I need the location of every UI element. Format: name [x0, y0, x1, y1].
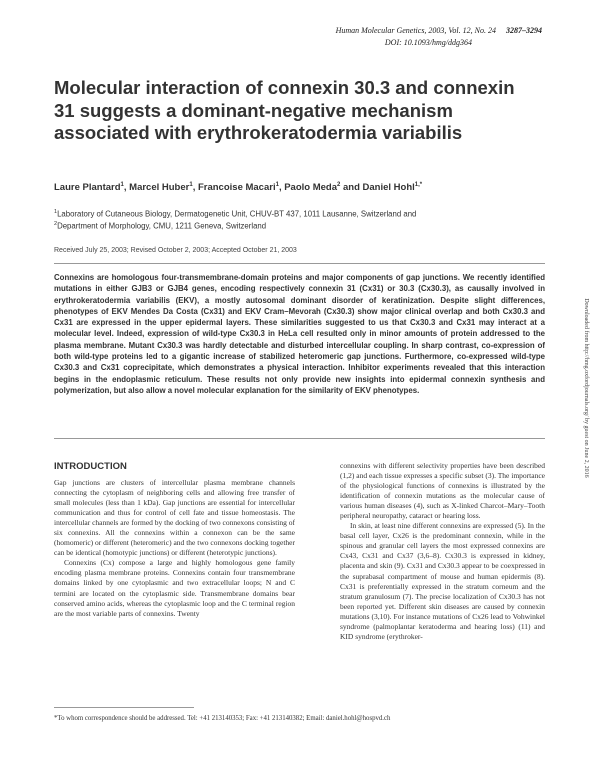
body-column-2 — [340, 461, 545, 642]
author-name: Laure Plantard — [54, 182, 121, 194]
paragraph: Connexins (Cx) compose a large and highly homologous gene family encoding plasma membrane proteins. Connexins contain four transmembrane domains linked by one cytoplasmic and two extracellular loops; N and C termini are located on the cytoplasmic side. Transmembrane domains bear conserved amino acids, whereas the cytoplasmic loop and the C terminal region are the most variable parts of connexins. Twenty — [54, 558, 295, 618]
affiliation-1-number: 1 — [54, 209, 58, 215]
author-separator: and — [340, 182, 363, 194]
introduction-heading: INTRODUCTION — [54, 461, 127, 472]
journal-citation: Human Molecular Genetics, 2003, Vol. 12, No. 24 — [335, 26, 496, 35]
author-affiliation-mark: 1 — [275, 182, 279, 188]
journal-pages: 3287–3294 — [506, 26, 542, 35]
author-list — [54, 182, 422, 193]
author-separator: , — [192, 182, 198, 194]
author-separator: , — [278, 182, 285, 194]
journal-doi: DOI: 10.1093/hmg/ddg364 — [384, 38, 472, 47]
top-divider — [54, 263, 545, 264]
author-name: Marcel Huber — [129, 182, 190, 194]
body-column-1 — [54, 478, 295, 619]
download-sidebar[interactable] — [580, 268, 592, 508]
author-name: Francoise Macari — [197, 182, 276, 194]
received-dates: Received July 25, 2003; Revised October 2, 2003; Accepted October 21, 2003 — [54, 247, 297, 254]
affiliation-1 — [54, 209, 416, 219]
author-name: Daniel Hohl — [362, 182, 415, 194]
author-affiliation-mark: 2 — [337, 182, 341, 188]
journal-header — [336, 25, 542, 49]
author-separator: , — [123, 182, 130, 194]
author-affiliation-mark: 1 — [120, 182, 124, 188]
affiliation-2-number: 2 — [54, 221, 58, 227]
correspondence-footnote: *To whom correspondence should be addressed. Tel: +41 213140353; Fax: +41 213140382; Email: daniel.hohl@hospvd.ch — [54, 715, 391, 722]
author-affiliation-mark: 1,* — [414, 182, 423, 188]
paper-title: Molecular interaction of connexin 30.3 and connexin 31 suggests a dominant-negative mechanism associated with erythrokeratodermia variabilis — [54, 77, 515, 143]
author-affiliation-mark: 1 — [189, 182, 193, 188]
affiliation-1-text: Laboratory of Cutaneous Biology, Dermatogenetic Unit, CHUV-BT 437, 1011 Lausanne, Switzerland and — [57, 209, 417, 219]
paragraph: In skin, at least nine different connexins are expressed (5). In the basal cell layer, Cx26 is the predominant connexin, while in the spinous and granular cell layers the most expressed connexins are Cx43, Cx31 and Cx37 (3,6–8). Cx30.3 is expressed in kidney, placenta and skin (9). Cx31 and Cx30.3 appear to be coexpressed in the suprabasal compartment of mouse and human epidermis (8). Cx31 is preferentially expressed in the stratum corneum and the stratum granulosum (7). The precise localization of Cx30.3 has not been reported yet. Different skin diseases are caused by connexin mutations (3,10). For instance mutations of Cx26 lead to Vohwinkel syndrome (palmoplantar keratoderma and hearing loss) (11) and KID syndrome (erythroker- — [340, 521, 545, 641]
download-sidebar-text[interactable]: Downloaded from http://hmg.oxfordjournals.org/ by guest on June 2, 2016 — [583, 298, 589, 478]
footnote-divider — [54, 707, 194, 708]
paragraph: Gap junctions are clusters of intercellular plasma membrane channels connecting the cytoplasm of neighboring cells and allowing free transfer of small molecules (less than 1 kDa). Gap junctions are essential for intercellular communication and thus for control of cell fate and tissue homeostasis. The intercellular channels are formed by the docking of two connexons consisting of six connexins. All the connexins within a connexon can be the same (homomeric) or different (heteromeric) and the two connexons docking together can be identical (homotypic junctions) or different (heterotypic junctions). — [54, 478, 295, 558]
paragraph: connexins with different selectivity properties have been described (1,2) and each tissue expresses a specific subset (3). The importance of the physiological functions of connexins is illustrated by the identification of connexin mutations as the molecular cause of various human diseases (4), such as X-linked Charcot–Mary–Tooth peripheral neuropathy, cataract or hearing loss. — [340, 461, 545, 521]
bottom-divider — [54, 438, 545, 439]
author-name: Paolo Meda — [284, 182, 338, 194]
affiliation-2 — [54, 221, 266, 231]
affiliation-2-text: Department of Morphology, CMU, 1211 Geneva, Switzerland — [57, 221, 267, 231]
abstract: Connexins are homologous four-transmembrane-domain proteins and major components of gap junctions. We recently identified mutations in either GJB3 or GJB4 genes, encoding respectively connexin 31 (Cx31) or 30.3 (Cx30.3), as causally involved in erythrokeratodermia variabilis (EKV), a mostly autosomal dominant disorder of keratinization. Despite slight differences, phenotypes of EKV Mendes Da Costa (Cx31) and EKV Cram–Mevorah (Cx30.3) show major clinical overlap and both Cx30.3 and Cx31 are expressed in the upper epidermal layers. These similarities suggested to us that Cx30.3 and Cx31 may interact at a molecular level. Indeed, expression of wild-type Cx30.3 in HeLa cell resulted only in minor amounts of protein addressed to the plasma membrane. Mutant Cx30.3 was hardly detectable and disturbed intercellular coupling. In sharp contrast, co-expression of both wild-type proteins led to a gigantic increase of stabilized heteromeric gap junctions. Furthermore, co-expressed wild-type Cx30.3 and Cx31 coprecipitate, which demonstrates a physical interaction. Inhibitor experiments revealed that this interaction begins in the endoplasmic reticulum. These results not only provide new insights into epidermal connexin synthesis and polymerization, but also allow a novel molecular explanation for the similarity of EKV phenotypes. — [54, 273, 545, 395]
